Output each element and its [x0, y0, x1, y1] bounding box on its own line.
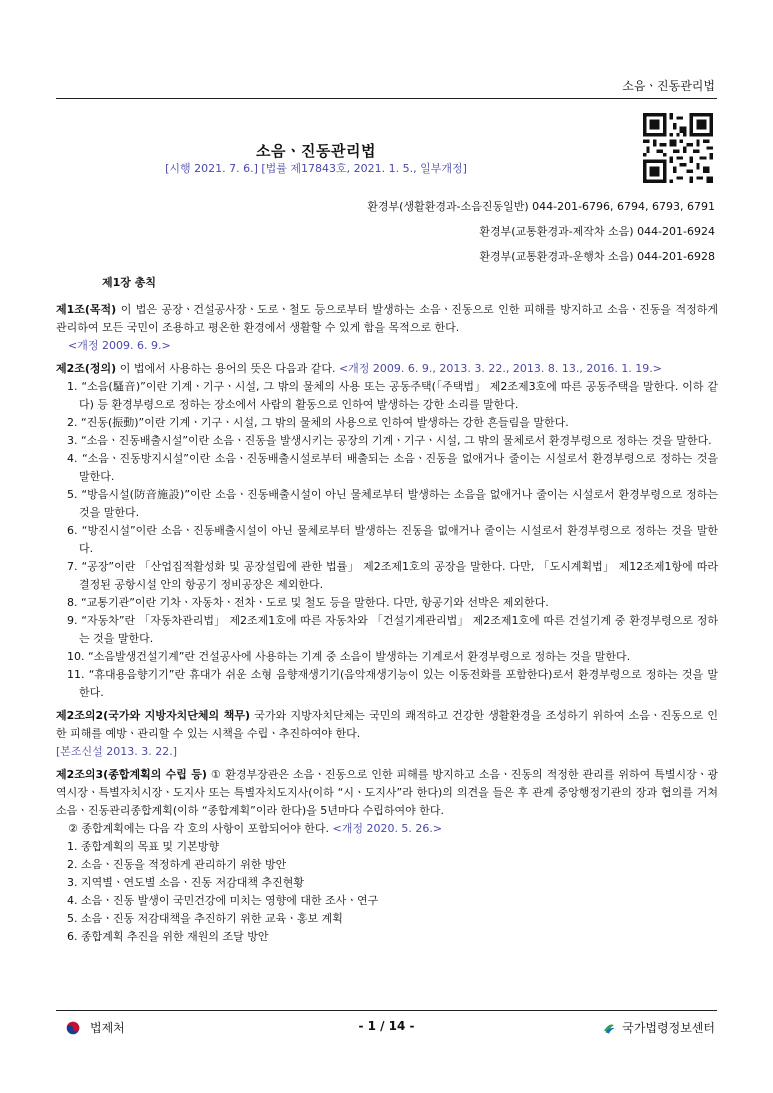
running-title: 소음ㆍ진동관리법: [622, 79, 715, 93]
list-item: 3. 지역별ㆍ연도별 소음ㆍ진동 저감대책 추진현황: [67, 876, 304, 889]
chapter-heading: 제1장 총칙: [102, 276, 156, 289]
footer-rule: [56, 1010, 717, 1011]
publisher-name: 법제처: [90, 1021, 125, 1035]
article-heading: 제2조의2(국가와 지방자치단체의 책무): [56, 709, 251, 722]
law-center-logo-icon: [602, 1021, 616, 1035]
ministry-contacts: [367, 194, 715, 269]
article-text: 이 법에서 사용하는 용어의 뜻은 다음과 같다.: [116, 362, 339, 375]
definition-list: [56, 378, 718, 702]
list-item: 2. “진동(振動)”이란 기계ㆍ기구ㆍ시설, 그 밖의 물체의 사용으로 인하여 발생하는 강한 흔들림을 말한다.: [67, 416, 569, 429]
article-heading: 제1조(목적): [56, 303, 117, 316]
list-item: 4. 소음ㆍ진동 발생이 국민건강에 미치는 영향에 대한 조사ㆍ연구: [67, 894, 379, 907]
list-item: 7. “공장”이란 「산업집적활성화 및 공장설립에 관한 법률」 제2조제1호의 공장을 말한다. 다만, 「도시계획법」 제12조제1항에 따라 결정된 공항시설 안의 항공기 정비공장은 제외한다.: [67, 560, 718, 591]
list-item: 4. “소음ㆍ진동방지시설”이란 소음ㆍ진동배출시설로부터 배출되는 소음ㆍ진동을 없애거나 줄이는 시설로서 환경부령으로 정하는 것을 말한다.: [67, 452, 718, 483]
article-text: ① 환경부장관은 소음ㆍ진동으로 인한 피해를 방지하고 소음ㆍ진동의 적정한 관리를 위하여 특별시장ㆍ광역시장ㆍ특별자치시장ㆍ도지사 또는 특별자치도지사(이하 “시ㆍ도지사”라 한다)의 의견을 들은 후 관계 중앙행정기관의 장과 협의를 거쳐 소음ㆍ진동관리종합계획(이하 “종합계획”이라 한다)을 5년마다 수립하여야 한다.: [56, 768, 718, 817]
article-heading: 제2조의3(종합계획의 수립 등): [56, 768, 207, 781]
page-number: - 1 / 14 -: [358, 1019, 415, 1033]
article-2-3: [56, 766, 718, 946]
header-rule: [56, 98, 717, 99]
law-title: 소음ㆍ진동관리법: [256, 142, 376, 160]
plan-items-list: [56, 838, 718, 946]
qr-code-icon: [643, 113, 713, 183]
list-item: 5. “방음시설(防音施設)”이란 소음ㆍ진동배출시설이 아닌 물체로부터 발생하는 소음을 없애거나 줄이는 시설로서 환경부령으로 정하는 것을 말한다.: [67, 488, 718, 519]
list-item: 3. “소음ㆍ진동배출시설”이란 소음ㆍ진동을 발생시키는 공장의 기계ㆍ기구ㆍ시설, 그 밖의 물체로서 환경부령으로 정하는 것을 말한다.: [67, 434, 712, 447]
list-item: 1. “소음(騷音)”이란 기계ㆍ기구ㆍ시설, 그 밖의 물체의 사용 또는 공동주택(「주택법」 제2조제3호에 따른 공동주택을 말한다. 이하 같다) 등 환경부령으로 정하는 장소에서 사람의 활동으로 인하여 발생하는 강한 소리를 말한다.: [67, 380, 718, 411]
amendment-note: [본조신설 2013. 3. 22.]: [56, 745, 178, 758]
list-item: 6. 종합계획 추진을 위한 재원의 조달 방안: [67, 930, 269, 943]
paragraph-2: ② 종합계획에는 다음 각 호의 사항이 포함되어야 한다. <개정 2020. 5. 26.>: [68, 822, 443, 835]
contact-line: 환경부(교통환경과-제작차 소음) 044-201-6924: [479, 225, 715, 238]
article-heading: 제2조(정의): [56, 362, 117, 375]
list-item: 11. “휴대용음향기기”란 휴대가 쉬운 소형 음향재생기기(음악재생기능이 있는 이동전화를 포함한다)로서 환경부령으로 정하는 것을 말한다.: [67, 668, 718, 699]
contact-line: 환경부(교통환경과-운행차 소음) 044-201-6928: [479, 250, 715, 263]
contact-line: 환경부(생활환경과-소음진동일반) 044-201-6796, 6794, 6793, 6791: [367, 200, 715, 213]
amendment-note: <개정 2020. 5. 26.>: [332, 822, 443, 835]
footer-source: [602, 1019, 715, 1036]
law-body: [56, 274, 718, 951]
law-enforcement-info: [시행 2021. 7. 6.] [법률 제17843호, 2021. 1. 5., 일부개정]: [165, 162, 467, 175]
list-item: 6. “방진시설”이란 소음ㆍ진동배출시설이 아닌 물체로부터 발생하는 진동을 없애거나 줄이는 시설로서 환경부령으로 정하는 것을 말한다.: [67, 524, 718, 555]
article-text: 국가와 지방자치단체는 국민의 쾌적하고 건강한 생활환경을 조성하기 위하여 소음ㆍ진동으로 인한 피해를 예방ㆍ관리할 수 있는 시책을 수립ㆍ추진하여야 한다.: [56, 709, 718, 740]
article-2-2: [56, 707, 718, 761]
amendment-note: <개정 2009. 6. 9., 2013. 3. 22., 2013. 8. 13., 2016. 1. 19.>: [338, 362, 663, 375]
article-text: 이 법은 공장ㆍ건설공사장ㆍ도로ㆍ철도 등으로부터 발생하는 소음ㆍ진동으로 인한 피해를 방지하고 소음ㆍ진동을 적정하게 관리하여 모든 국민이 조용하고 평온한 환경에서 생활할 수 있게 함을 목적으로 한다.: [56, 303, 718, 334]
list-item: 5. 소음ㆍ진동 저감대책을 추진하기 위한 교육ㆍ홍보 계획: [67, 912, 343, 925]
article-2: [56, 360, 718, 702]
amendment-note: <개정 2009. 6. 9.>: [68, 339, 171, 352]
list-item: 8. “교통기관”이란 기차ㆍ자동차ㆍ전차ㆍ도로 및 철도 등을 말한다. 다만, 항공기와 선박은 제외한다.: [67, 596, 549, 609]
list-item: 10. “소음발생건설기계”란 건설공사에 사용하는 기계 중 소음이 발생하는 기계로서 환경부령으로 정하는 것을 말한다.: [67, 650, 631, 663]
list-item: 2. 소음ㆍ진동을 적정하게 관리하기 위한 방안: [67, 858, 287, 871]
article-1: [56, 301, 718, 355]
source-name: 국가법령정보센터: [622, 1021, 715, 1035]
list-item: 1. 종합계획의 목표 및 기본방향: [67, 840, 219, 853]
list-item: 9. “자동차”란 「자동차관리법」 제2조제1호에 따른 자동차와 「건설기계관리법」 제2조제1호에 따른 건설기계 중 환경부령으로 정하는 것을 말한다.: [67, 614, 718, 645]
